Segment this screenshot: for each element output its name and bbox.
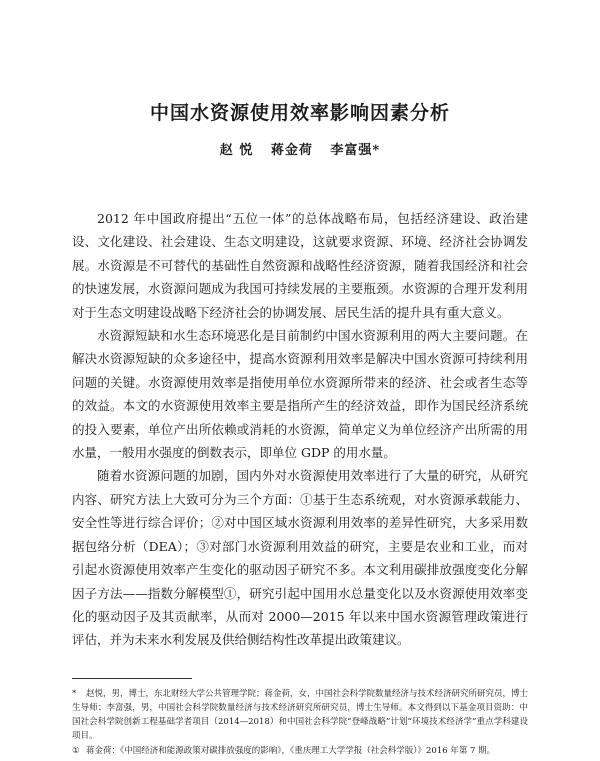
body-paragraph: 随着水资源问题的加剧，国内外对水资源使用效率进行了大量的研究，从研究内容、研究方法上大致可分为三个方面：①基于生态系统观，对水资源承载能力、安全性等进行综合评价；②对中国区域水资源利用效率的差异性研究，大多采用数据包络分析（DEA）；③对部门水资源利用效益的研究，主要是农业和工业，而对引起水资源使用效率产生变化的驱动因子研究不多。本文利用碳排放强度变化分解因子方法——指数分解模型①，研究引起中国用水总量变化以及水资源使用效率变化的驱动因子及其贡献率，从而对 2000—2015 年以来中国水资源管理政策进行评估，并为未来水利发展及供给侧结构性改革提出政策建议。 — [72, 468, 528, 648]
footnote — [72, 687, 528, 743]
footnote-mark: ① — [72, 746, 80, 756]
author-list — [0, 139, 600, 158]
author-name: 赵 悦 — [219, 143, 254, 158]
paper-title: 中国水资源使用效率影响因素分析 — [149, 102, 450, 124]
footnote-text: 蒋金荷：《中国经济和能源政策对碳排放强度的影响》，《重庆理工大学学报（社会科学版）》2016 年第 7 期。 — [86, 746, 496, 756]
author-name: 李富强* — [330, 143, 381, 158]
body-text — [72, 207, 528, 652]
author-name: 蒋金荷 — [270, 143, 313, 158]
footnote-mark: * — [72, 689, 77, 699]
footnotes — [72, 687, 528, 759]
footnote-text: 赵悦，男，博士，东北财经大学公共管理学院；蒋金荷，女，中国社会科学院数量经济与技术经济研究所研究员，博士生导师；李富强，男，中国社会科学院数量经济与技术经济研究所研究员，博士生导师。本文得到以下基金项目资助：中国社会科学院创新工程基础学者项目（2014—2018）和中国社会科学院“登峰战略”计划“环境技术经济学”重点学科建设项目。 — [72, 689, 529, 741]
body-paragraph: 2012 年中国政府提出“五位一体”的总体战略布局，包括经济建设、政治建设、文化建设、社会建设、生态文明建设，这就要求资源、环境、经济社会协调发展。水资源是不可替代的基础性自然资源和战略性经济资源，随着我国经济和社会的快速发展，水资源问题成为我国可持续发展的主要瓶颈。水资源的合理开发利用对于生态文明建设战略下经济社会的协调发展、居民生活的提升具有重大意义。 — [72, 211, 528, 320]
footnote — [72, 744, 528, 758]
footnote-divider — [72, 678, 192, 679]
body-paragraph: 水资源短缺和水生态环境恶化是目前制约中国水资源利用的两大主要问题。在解决水资源短缺的众多途径中，提高水资源利用效率是解决中国水资源可持续利用问题的关键。水资源使用效率是指使用单位水资源所带来的经济、社会或者生态等的效益。本文的水资源使用效率主要是指所产生的经济效益，即作为国民经济系统的投入要素，单位产出所依赖或消耗的水资源，简单定义为单位经济产出所需的用水量，一般用水强度的倒数表示，即单位 GDP 的用水量。 — [72, 328, 528, 461]
